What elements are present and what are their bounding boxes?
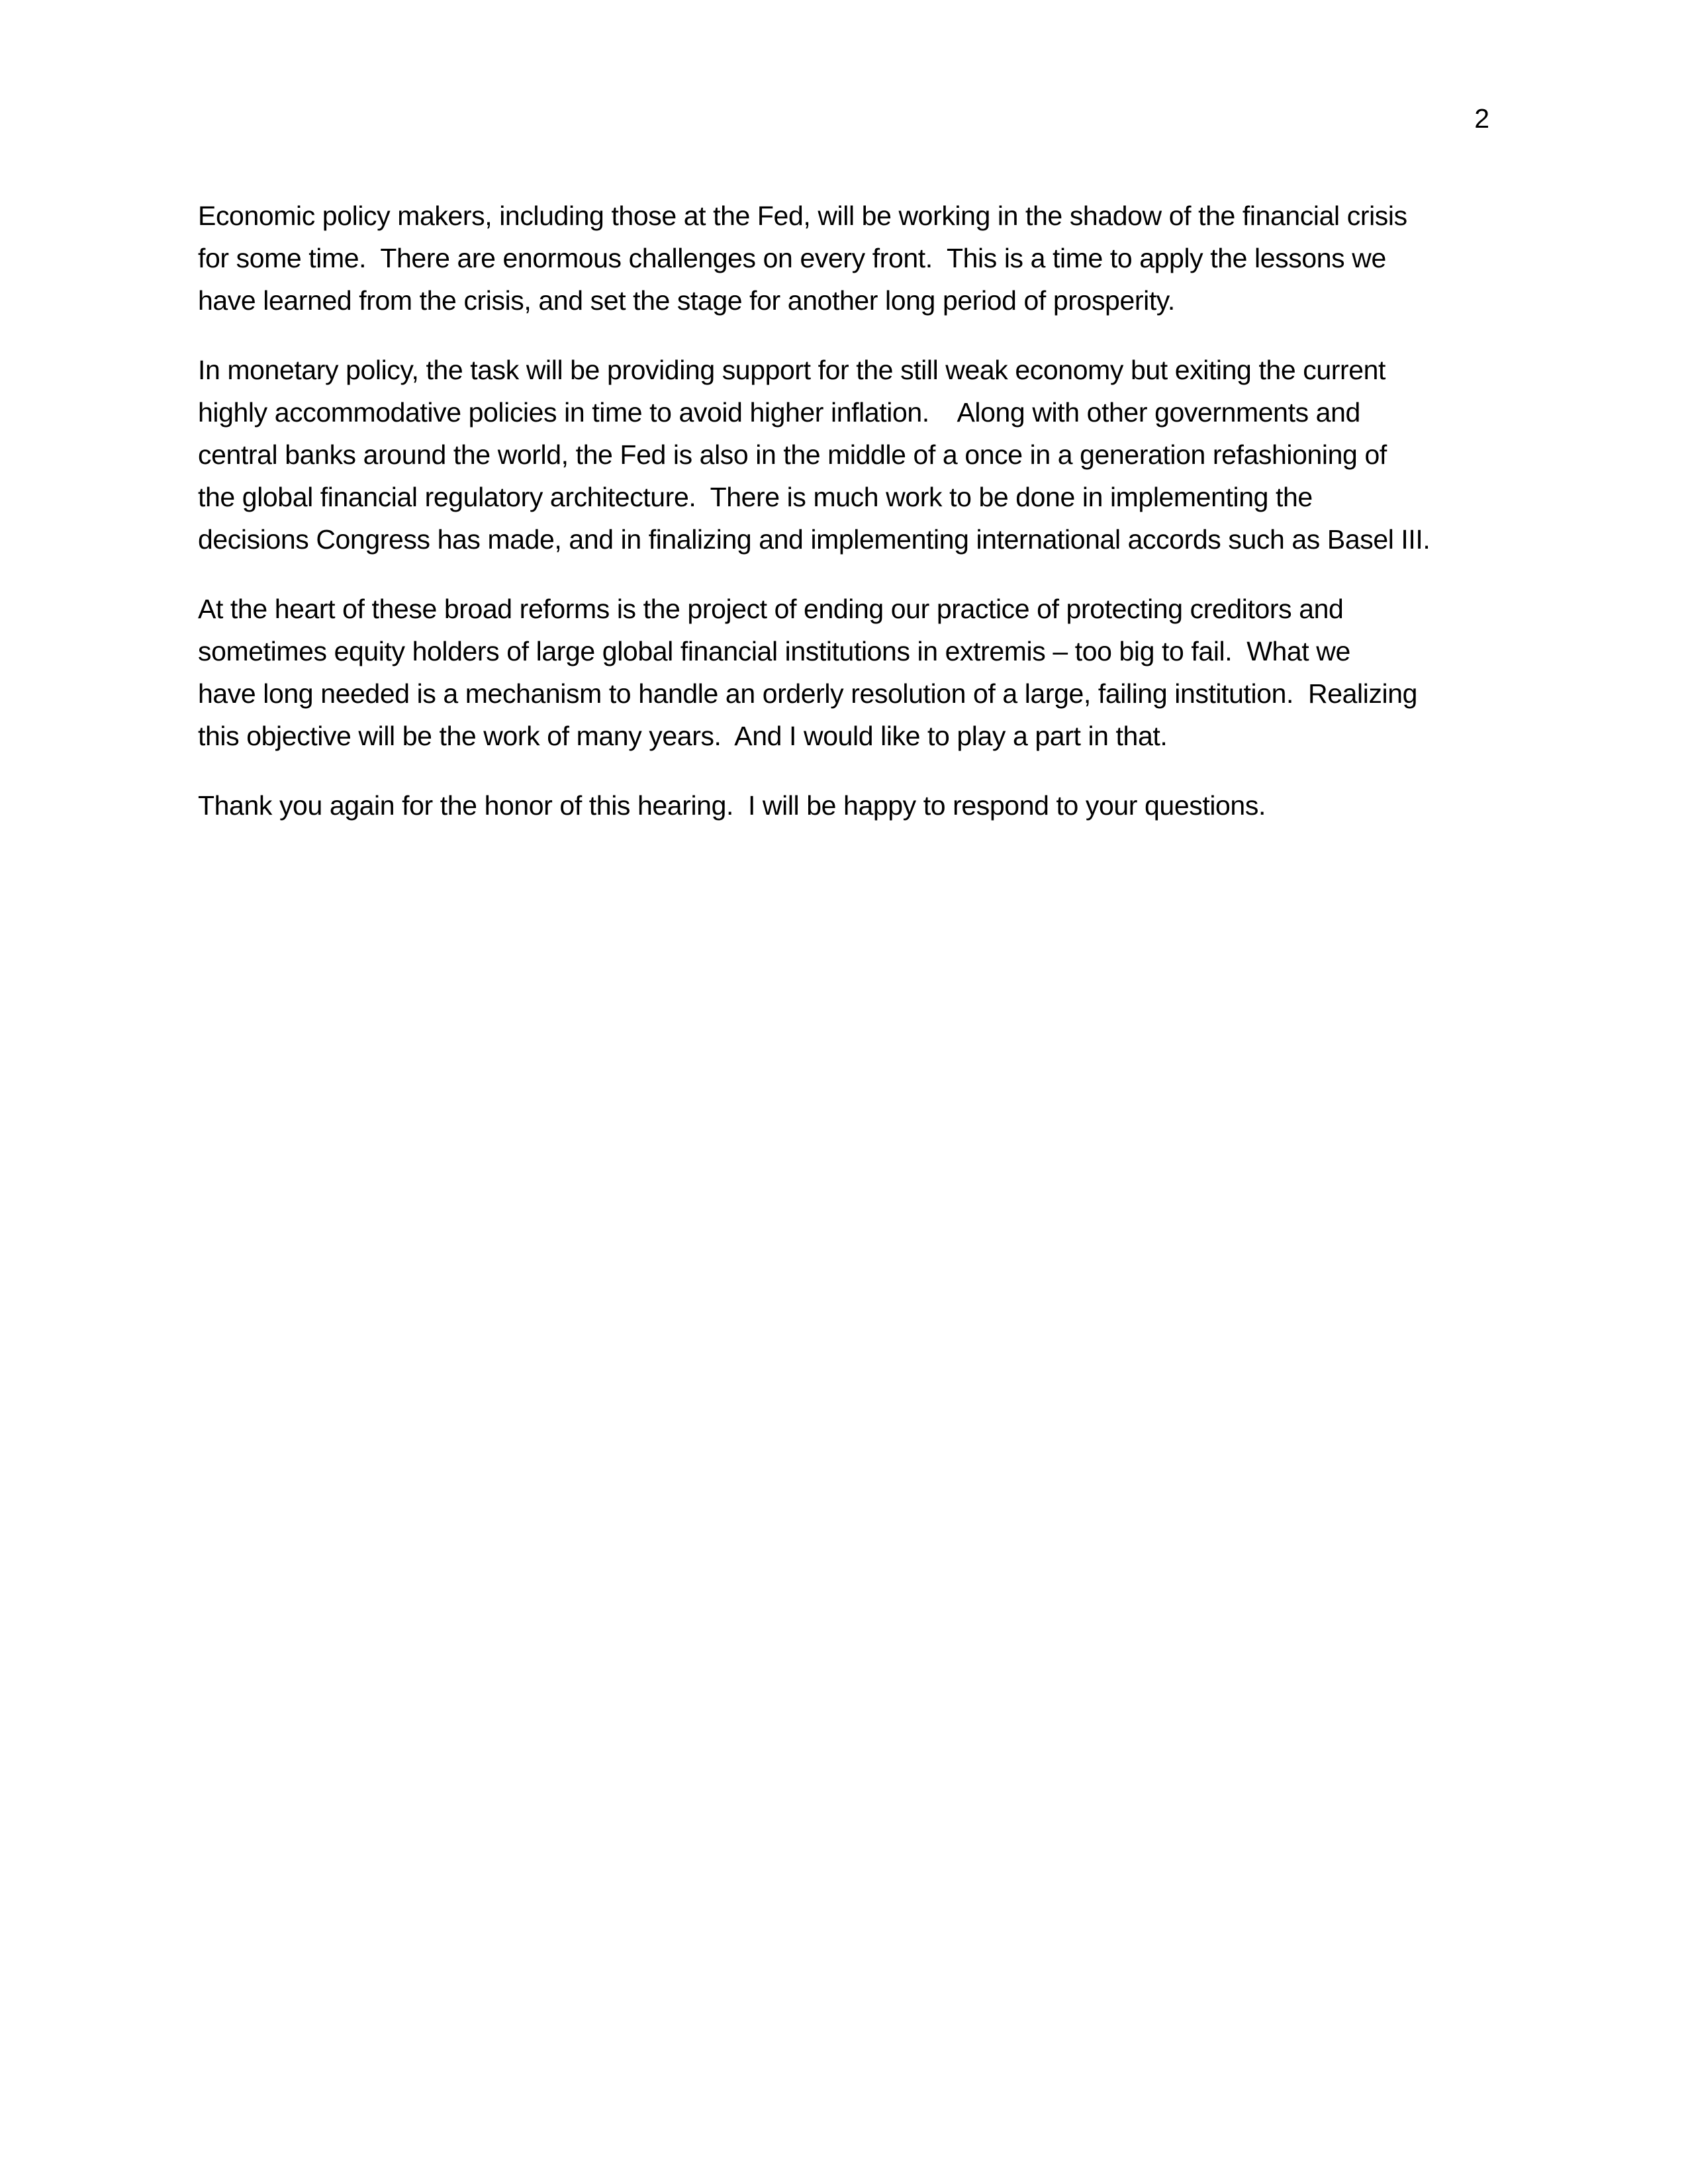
text-line: the global financial regulatory architecture. There is much work to be done in implementing the xyxy=(198,482,1313,512)
text-line: highly accommodative policies in time to avoid higher inflation. Along with other governments and xyxy=(198,397,1360,428)
text-line: for some time. There are enormous challenges on every front. This is a time to apply the lessons we xyxy=(198,243,1386,273)
paragraph-2 xyxy=(198,349,1495,561)
text-line: central banks around the world, the Fed is also in the middle of a once in a generation refashioning of xyxy=(198,439,1387,470)
paragraph-4 xyxy=(198,784,1495,827)
text-line: have long needed is a mechanism to handle an orderly resolution of a large, failing institution. Realizing xyxy=(198,678,1418,709)
text-line: decisions Congress has made, and in finalizing and implementing international accords such as Basel III. xyxy=(198,524,1430,555)
page-number: 2 xyxy=(1474,103,1489,134)
text-line: have learned from the crisis, and set the stage for another long period of prosperity. xyxy=(198,285,1175,316)
paragraph-1 xyxy=(198,195,1495,322)
text-line: At the heart of these broad reforms is the project of ending our practice of protecting creditors and xyxy=(198,594,1344,624)
text-line: Economic policy makers, including those at the Fed, will be working in the shadow of the financial crisis xyxy=(198,201,1407,231)
text-line: sometimes equity holders of large global financial institutions in extremis – too big to fail. What we xyxy=(198,636,1350,666)
text-line: In monetary policy, the task will be providing support for the still weak economy but exiting the current xyxy=(198,355,1386,385)
paragraph-3 xyxy=(198,588,1495,757)
body-text xyxy=(198,195,1495,854)
text-line: Thank you again for the honor of this hearing. I will be happy to respond to your questions. xyxy=(198,790,1266,821)
text-line: this objective will be the work of many years. And I would like to play a part in that. xyxy=(198,721,1168,751)
